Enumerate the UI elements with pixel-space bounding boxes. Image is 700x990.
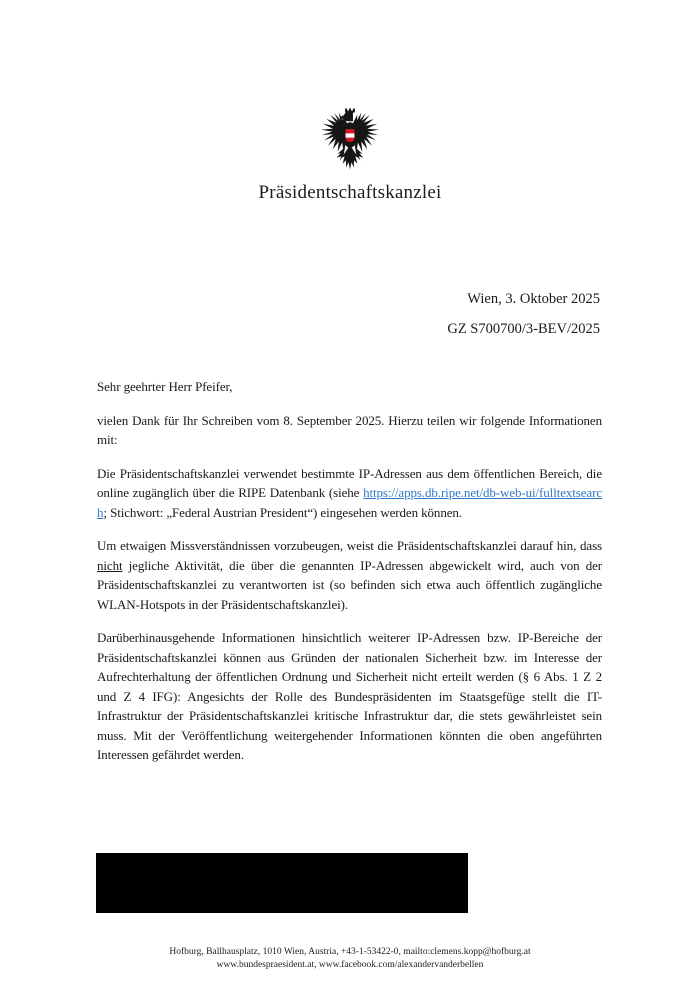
coat-of-arms-icon <box>318 106 382 176</box>
paragraph-ip-info <box>97 464 602 523</box>
ripe-database-link[interactable]: https://apps.db.ripe.net/db-web-ui/fulltextsearch <box>97 485 602 520</box>
footer-address-line: Hofburg, Ballhausplatz, 1010 Wien, Austria, +43-1-53422-0, mailto:clemens.kopp@hofburg.at <box>169 947 531 957</box>
redaction-box <box>96 853 468 913</box>
letterhead-org-name: Präsidentschaftskanzlei <box>258 182 442 203</box>
paragraph-disclaimer <box>97 536 602 614</box>
reference-number: GZ S700700/3-BEV/2025 <box>447 321 600 337</box>
underlined-word: nicht <box>97 557 123 573</box>
paragraph-refusal: Darüberhinausgehende Informationen hinsichtlich weiterer IP-Adressen bzw. IP-Bereiche der Präsidentschaftskanzlei können aus Gründen der nationalen Sicherheit bzw. im Interesse der Aufrechterhaltung der öffentlichen Ordnung und Sicherheit nicht erteilt werden (§ 6 Abs. 1 Z 2 und Z 4 IFG): Angesichts der Rolle des Bundespräsidenten im Staatsgefüge stellt die IT-Infrastruktur der Präsidentschaftskanzlei kritische Infrastruktur dar, die stets gewährleistet sein muss. Mit der Veröffentlichung weitergehender Informationen könnten die oben angeführten Interessen gefährdet werden. <box>97 630 602 762</box>
meta-block <box>447 290 600 350</box>
paragraph-text: Um etwaigen Missverständnissen vorzubeugen, weist die Präsidentschaftskanzlei darauf hin, dass <box>97 538 602 553</box>
footer <box>0 946 700 971</box>
paragraph-text: jegliche Aktivität, die über die genannten IP-Adressen abgewickelt wird, auch von der Präsidentschaftskanzlei zu verantworten ist (so befinden sich etwa auch öffentlich zugängliche WLAN-Hotspots in der Präsidentschaftskanzlei). <box>97 557 602 612</box>
paragraph-text: ; Stichwort: „Federal Austrian President“) eingesehen werden können. <box>103 504 462 520</box>
paragraph-text: Die Präsidentschaftskanzlei verwendet bestimmte IP-Adressen aus dem öffentlichen Bereich, die online zugänglich über die RIPE Datenbank (siehe <box>97 465 602 500</box>
letter-body <box>97 377 602 779</box>
salutation: Sehr geehrter Herr Pfeifer, <box>97 379 233 394</box>
footer-web-line: www.bundespraesident.at, www.facebook.com/alexandervanderbellen <box>216 959 484 970</box>
date-line: Wien, 3. Oktober 2025 <box>467 291 600 307</box>
paragraph-intro: vielen Dank für Ihr Schreiben vom 8. September 2025. Hierzu teilen wir folgende Informationen mit: <box>97 412 602 447</box>
austrian-eagle-icon <box>318 106 382 176</box>
